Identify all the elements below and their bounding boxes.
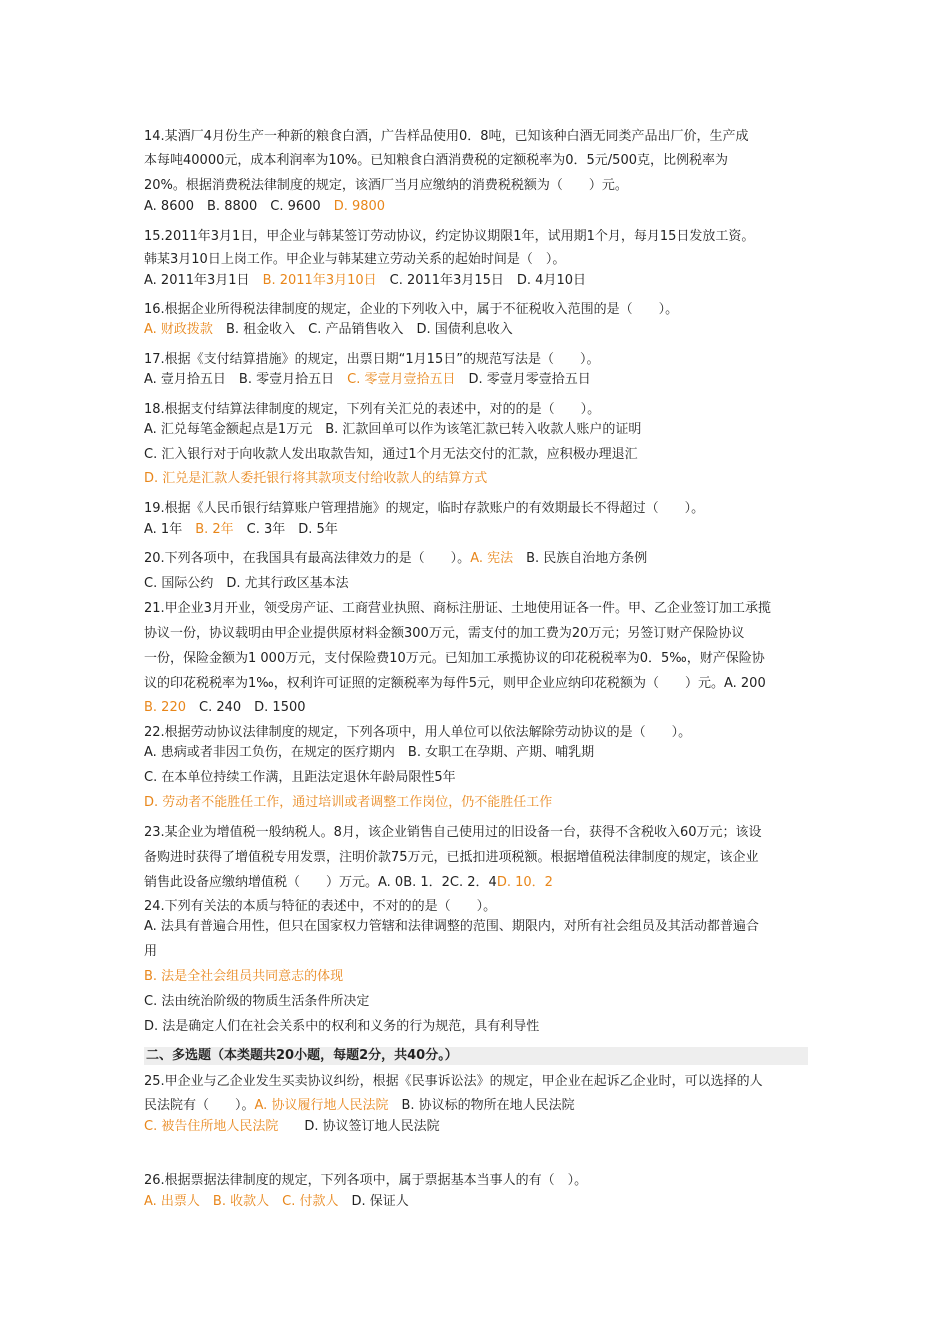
question-text: A. 法具有普遍合用性，但只在国家权力管辖和法律调整的范围、期限内，对所有社会组员及其活动都普遍合: [144, 919, 759, 934]
text-line: [144, 993, 814, 1011]
question-text: 26.根据票据法律制度的规定，下列各项中，属于票据基本当事人的有（ ）。: [144, 1173, 588, 1188]
text-line: [144, 301, 814, 319]
question-text: 23.某企业为增值税一般纳税人。8月，该企业销售自己使用过的旧设备一台，获得不含税收入60万元；该设: [144, 825, 762, 840]
text-line: [144, 550, 814, 568]
text-line: [144, 650, 814, 668]
text-line: [144, 351, 814, 369]
question-text: C. 3年 D. 5年: [233, 522, 338, 537]
text-line: [144, 228, 814, 246]
answer-text: B. 2年: [195, 522, 234, 537]
text-line: [144, 371, 814, 389]
text-line: [144, 1118, 814, 1136]
question-text: 22.根据劳动协议法律制度的规定，下列各项中，用人单位可以依法解除劳动协议的是（ ）。: [144, 725, 692, 740]
text-line: [144, 1172, 814, 1190]
text-line: [144, 128, 814, 146]
section-heading: [144, 1047, 808, 1065]
text-line: [144, 1193, 814, 1211]
question-text: A. 患病或者非因工负伤，在规定的医疗期内 B. 女职工在孕期、产期、哺乳期: [144, 745, 595, 760]
answer-text: A. 财政拨款: [144, 322, 213, 337]
text-line: [144, 152, 814, 170]
text-line: [144, 198, 814, 216]
question-text: C. 国际公约 D. 尤其行政区基本法: [144, 576, 349, 591]
answer-text: B. 法是全社会组员共同意志的体现: [144, 969, 344, 984]
question-text: 用: [144, 944, 158, 959]
answer-text: A. 出票人 B. 收款人 C. 付款人: [144, 1194, 339, 1209]
text-line: [144, 321, 814, 339]
text-line: [144, 177, 814, 195]
answer-text: B. 2011年3月10日: [262, 273, 377, 288]
answer-text: B. 220: [144, 700, 186, 715]
text-line: [144, 421, 814, 439]
question-text: D. 零壹月零壹拾五日: [455, 372, 591, 387]
answer-text: C. 被告住所地人民法院: [144, 1119, 279, 1134]
text-line: [144, 968, 814, 986]
question-text: A. 1年: [144, 522, 196, 537]
question-text: 19.根据《人民币银行结算账户管理措施》的规定，临时存款账户的有效期最长不得超过（ ）。: [144, 501, 705, 516]
question-text: 销售此设备应缴纳增值税（ ）万元。A. 0B. 1．2C. 2．4: [144, 875, 497, 890]
question-text: A. 8600 B. 8800 C. 9600: [144, 199, 334, 214]
question-text: 25.甲企业与乙企业发生买卖协议纠纷，根据《民事诉讼法》的规定，甲企业在起诉乙企业时，可以选择的人: [144, 1074, 763, 1089]
text-line: [144, 769, 814, 787]
question-text: 民法院有（ ）。: [144, 1098, 255, 1113]
text-line: [144, 898, 814, 916]
text-line: [144, 699, 814, 717]
answer-text: D. 10．2: [496, 875, 553, 890]
text-line: [144, 744, 814, 762]
question-text: 17.根据《支付结算措施》的规定，出票日期“1月15日”的规范写法是（ ）。: [144, 352, 600, 367]
question-text: B. 民族自治地方条例: [513, 551, 648, 566]
question-text: A. 壹月拾五日 B. 零壹月拾五日: [144, 372, 348, 387]
text-line: [144, 1018, 814, 1036]
answer-text: D. 汇兑是汇款人委托银行将其款项支付给收款人的结算方式: [144, 471, 488, 486]
text-line: [144, 600, 814, 618]
answer-text: D. 劳动者不能胜任工作，通过培训或者调整工作岗位，仍不能胜任工作: [144, 795, 553, 810]
answer-text: D. 9800: [333, 199, 386, 214]
text-line: [144, 724, 814, 742]
question-text: 韩某3月10日上岗工作。甲企业与韩某建立劳动关系的起始时间是（ ）。: [144, 252, 566, 267]
question-text: 20.下列各项中，在我国具有最高法律效力的是（ ）。: [144, 551, 471, 566]
text-line: [144, 251, 814, 269]
question-text: 20%。根据消费税法律制度的规定，该酒厂当月应缴纳的消费税税额为（ ）元。: [144, 178, 628, 193]
text-line: [144, 849, 814, 867]
question-text: A. 2011年3月1日: [144, 273, 263, 288]
question-text: 21.甲企业3月开业，领受房产证、工商营业执照、商标注册证、土地使用证各一件。甲、乙企业签订加工承揽: [144, 601, 771, 616]
question-text: B. 租金收入 C. 产品销售收入 D. 国债利息收入: [212, 322, 513, 337]
question-text: 一份，保险金额为1 000万元，支付保险费10万元。已知加工承揽协议的印花税税率为0．5‰，财产保险协: [144, 651, 765, 666]
text-line: [144, 1097, 814, 1115]
question-text: C. 240 D. 1500: [186, 700, 306, 715]
answer-text: C. 零壹月壹拾五日: [347, 372, 456, 387]
text-line: [144, 500, 814, 518]
question-text: C. 汇入银行对于向收款人发出取款告知，通过1个月无法交付的汇款，应积极办理退汇: [144, 447, 638, 462]
text-line: [144, 272, 814, 290]
question-text: 16.根据企业所得税法律制度的规定，企业的下列收入中，属于不征税收入范围的是（ ）。: [144, 302, 679, 317]
text-line: [144, 401, 814, 419]
question-text: D. 保证人: [338, 1194, 409, 1209]
text-line: [144, 521, 814, 539]
answer-text: A. 宪法: [470, 551, 514, 566]
question-text: 15.2011年3月1日，甲企业与韩某签订劳动协议，约定协议期限1年，试用期1个月，每月15日发放工资。: [144, 229, 755, 244]
text-line: [144, 824, 814, 842]
text-line: [144, 575, 814, 593]
question-text: C. 法由统治阶级的物质生活条件所决定: [144, 994, 370, 1009]
text-line: [144, 874, 814, 892]
text-line: [144, 943, 814, 961]
question-text: 协议一份，协议载明由甲企业提供原材料金额300万元，需支付的加工费为20万元；另签订财产保险协议: [144, 626, 745, 641]
question-text: 24.下列有关法的本质与特征的表述中，不对的的是（ ）。: [144, 899, 497, 914]
question-text: 备购进时获得了增值税专用发票，注明价款75万元，已抵扣进项税额。根据增值税法律制度的规定，该企业: [144, 850, 759, 865]
question-text: 本每吨40000元，成本利润率为10%。已知粮食白酒消费税的定额税率为0．5元/500克，比例税率为: [144, 153, 728, 168]
question-text: 二、多选题（本类题共20小题，每题2分，共40分。）: [146, 1048, 458, 1063]
text-line: [144, 675, 814, 693]
answer-text: A. 协议履行地人民法院: [254, 1098, 389, 1113]
text-line: [144, 446, 814, 464]
text-line: [144, 470, 814, 488]
text-line: [144, 1073, 814, 1091]
question-text: C. 2011年3月15日 D. 4月10日: [376, 273, 586, 288]
question-text: A. 汇兑每笔金额起点是1万元 B. 汇款回单可以作为该笔汇款已转入收款人账户的证明: [144, 422, 642, 437]
question-text: 议的印花税税率为1‰，权利许可证照的定额税率为每件5元，则甲企业应纳印花税额为（ ）元。A. 200: [144, 676, 766, 691]
question-text: 18.根据支付结算法律制度的规定，下列有关汇兑的表述中，对的的是（ ）。: [144, 402, 601, 417]
text-line: [144, 625, 814, 643]
question-text: C. 在本单位持续工作满，且距法定退休年龄局限性5年: [144, 770, 456, 785]
question-text: B. 协议标的物所在地人民法院: [388, 1098, 575, 1113]
text-line: [144, 918, 814, 936]
question-text: D. 协议签订地人民法院: [278, 1119, 440, 1134]
question-text: D. 法是确定人们在社会关系中的权利和义务的行为规范，具有利导性: [144, 1019, 540, 1034]
text-line: [144, 794, 814, 812]
question-text: 14.某酒厂4月份生产一种新的粮食白酒，广告样品使用0．8吨，已知该种白酒无同类产品出厂价，生产成: [144, 129, 749, 144]
